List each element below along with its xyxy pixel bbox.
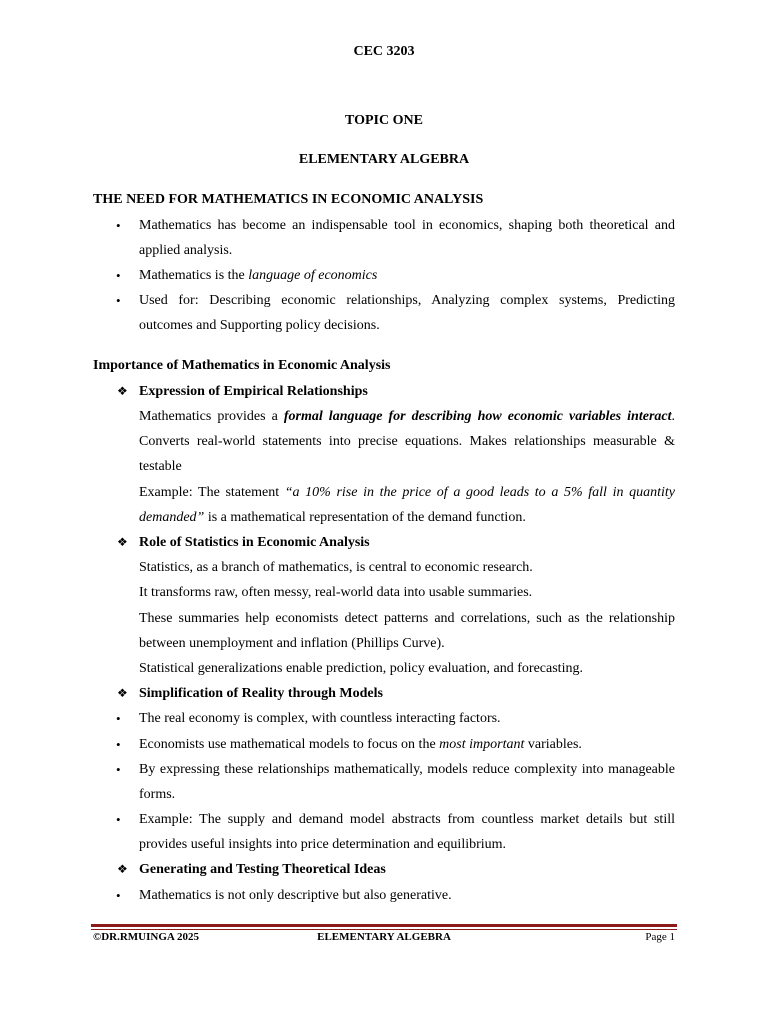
course-code: CEC 3203 <box>353 44 415 59</box>
paragraph-demand-example: Example: The statement “a 10% rise in the price of a good leads to a 5% fall in quantity demanded” is a mathematical representation of the demand function. <box>139 485 675 526</box>
bullet-icon: • <box>116 812 121 827</box>
topic-label: TOPIC ONE <box>345 113 423 128</box>
footer-rule <box>91 924 677 927</box>
topic-title: ELEMENTARY ALGEBRA <box>298 152 470 167</box>
subsection-title-statistics: Role of Statistics in Economic Analysis <box>139 535 370 550</box>
bullet-icon: • <box>116 711 121 726</box>
paragraph-line: These summaries help economists detect patterns and correlations, such as the relationship between unemployment and inflation (Phillips Curve). <box>139 611 675 652</box>
list-item: Mathematics has become an indispensable tool in economics, shaping both theoretical and applied analysis. <box>139 218 675 259</box>
bullet-icon: • <box>116 888 121 903</box>
diamond-bullet-icon: ❖ <box>117 862 128 876</box>
paragraph-line: Statistical generalizations enable prediction, policy evaluation, and forecasting. <box>139 661 583 676</box>
bullet-icon: • <box>116 737 121 752</box>
bullet-icon: • <box>116 218 121 233</box>
list-item: Used for: Describing economic relationships, Analyzing complex systems, Predicting outcomes and Supporting policy decisions. <box>139 293 675 334</box>
subsection-title-expression: Expression of Empirical Relationships <box>139 384 368 399</box>
list-item: Economists use mathematical models to focus on the most important variables. <box>139 737 582 752</box>
section-heading-need: THE NEED FOR MATHEMATICS IN ECONOMIC ANALYSIS <box>93 192 484 207</box>
list-item: Mathematics is the language of economics <box>139 268 378 283</box>
paragraph-line: It transforms raw, often messy, real-world data into usable summaries. <box>139 585 533 600</box>
paragraph-formal-language: Mathematics provides a formal language for describing how economic variables interact. Converts real-world statements into precise equations. Makes relationships measurable & testable <box>139 409 675 475</box>
section-heading-importance: Importance of Mathematics in Economic Analysis <box>93 358 391 373</box>
bullet-icon: • <box>116 293 121 308</box>
footer-title: ELEMENTARY ALGEBRA <box>317 931 451 943</box>
diamond-bullet-icon: ❖ <box>117 686 128 700</box>
list-item: Mathematics is not only descriptive but also generative. <box>139 888 452 903</box>
list-item: By expressing these relationships mathematically, models reduce complexity into manageable forms. <box>139 762 675 803</box>
subsection-title-simplification: Simplification of Reality through Models <box>139 686 383 701</box>
bullet-icon: • <box>116 762 121 777</box>
subsection-title-generating: Generating and Testing Theoretical Ideas <box>139 862 386 877</box>
footer-page-number: Page 1 <box>645 931 675 943</box>
footer-rule-thin <box>91 929 677 930</box>
paragraph-line: Statistics, as a branch of mathematics, is central to economic research. <box>139 560 533 575</box>
list-item: The real economy is complex, with countless interacting factors. <box>139 711 501 726</box>
bullet-icon: • <box>116 268 121 283</box>
list-item: Example: The supply and demand model abstracts from countless market details but still provides useful insights into price determination and equilibrium. <box>139 812 675 853</box>
diamond-bullet-icon: ❖ <box>117 384 128 398</box>
footer-copyright: ©DR.RMUINGA 2025 <box>93 931 199 943</box>
diamond-bullet-icon: ❖ <box>117 535 128 549</box>
